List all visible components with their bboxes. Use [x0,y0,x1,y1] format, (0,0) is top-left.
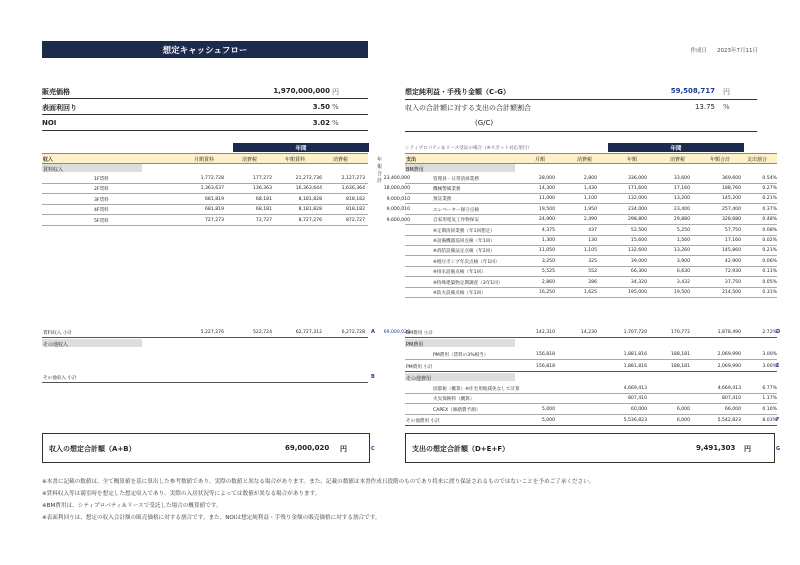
expense-row: 機械警備業務 14,300 1,430 171,600 17,160 188,760 0.27% [405,183,777,194]
expense-row: BM費用 小計 142,310 14,230 1,707,720 170,772 1,878,490 2.72% [405,327,777,338]
expense-ratio-sub: (G/C) [405,117,757,132]
expense-header: 支出 月額 消費税 年額 消費税 年額合計 支出割合 [405,153,777,164]
expense-row: エレベーター保守点検 19,500 1,950 234,000 23,400 257,400 0.37% [405,204,777,215]
footnote: ※賃料収入等は満室時を想定した想定収入であり、実際の入居状況等によっては数値が異なる場合があります。 [42,491,321,497]
other-income-section: その他収入 [42,339,142,347]
rent-income-subtotal: 賃料収入 小計 5,227,276 522,724 62,727,312 6,272,728 69,000,020 [42,327,368,338]
income-row: 3F賃料 681,819 68,181 8,181,828 818,182 9,000,010 [42,194,368,205]
expense-caption: シティプロパティ＆リース受託の場合（※スポット対応項目） [405,146,532,151]
created-date: 作成日 2023年7月11日 [690,48,758,54]
expense-annual-band: 年間 [608,143,744,152]
expense-row: ※防火設備点検（年1回） 16,250 1,625 195,000 19,500 214,500 0.31% [405,287,777,298]
footnote: ※表面利回りは、想定の収入合計額の販売価格に対する割合です。また、NOIは想定純利益・手残り金額の販売価格に対する割合です。 [42,515,381,521]
expense-row: ※定期清掃業務（年1回想定） 4,375 437 52,500 5,250 57,750 0.08% [405,225,777,236]
expense-total-box: 支出の想定合計額（D+E+F） 9,491,303 円 [405,433,775,463]
noi-row: NOI 3.02 % [42,117,368,131]
expense-row: ※特殊建築物定期調査（3年1回） 2,860 286 34,320 3,432 37,750 0.05% [405,277,777,288]
income-row: 5F賃料 727,273 72,727 8,727,276 872,727 9,600,000 [42,215,368,226]
net-profit-row: 想定純利益・手残り金額（C-G） 59,508,717 円 [405,85,757,100]
expense-row: CAPEX（修繕費予測） 5,000 60,000 6,000 66,000 0.10% [405,404,777,415]
expense-row: PM費用 小計 156,818 1,881,816 188,181 2,069,990 3.00% [405,361,777,372]
footnote: ※本書に記載の数値は、全て概算値を基に算出した参考数値であり、実際の数値と異なる場合があります。また、記載の数値は本書作成日段階のものであり将来に渡り保証されるものではないことを予めご了承ください。 [42,479,595,485]
income-row: 2F賃料 1,363,637 136,363 16,363,644 1,636,364 18,000,000 [42,184,368,195]
expense-row: 自家用電気工作物保安 24,900 2,490 298,800 29,880 328,680 0.48% [405,215,777,226]
expense-row: ※設備機器巡回点検（年1回） 1,300 130 15,600 1,560 17,160 0.02% [405,235,777,246]
expense-row: 火災保険料（概算） 807,410 807,410 1.17% [405,394,777,405]
footnote: ※BM費用は、シティプロパティ＆リースで受託した場合の概算値です。 [42,503,222,509]
other-income-subtotal: その他収入 小計 [42,372,368,383]
expense-row: ※排水設備点検（年1回） 5,525 552 66,300 6,630 72,930 0.11% [405,267,777,278]
surface-yield-row: 表面利回り 3.50 % [42,101,368,115]
expense-row: 管理員・日常清掃業務 28,000 2,800 336,000 33,600 369,600 0.54% [405,173,777,184]
rent-income-section: 賃料収入 [42,164,142,172]
income-annual-band: 年間 [233,143,369,152]
pm-section: PM費用 [405,339,515,347]
expense-row: PM費用（賃料の3%相当） 156,818 1,881,816 188,181 2,069,990 3.00% [405,349,777,360]
income-row: 4F賃料 681,819 68,181 8,181,828 818,182 9,000,010 [42,205,368,216]
income-total-box: 収入の想定合計額（A+B） 69,000,020 円 [42,433,370,463]
income-header: 収入 月額賃料 消費税 年額賃料 消費税 年報合計 [42,153,368,164]
other-expense-section: その他費用 [405,373,515,381]
expense-row: 固都税（概算）※住宅用地減免なしで計算 4,669,413 4,669,413 6.77% [405,383,777,394]
expense-row: ※増圧ポンプ年次点検（年1回） 3,250 325 39,000 3,900 42,900 0.06% [405,256,777,267]
expense-row: 預託業務 11,000 1,100 132,000 13,200 145,200 0.21% [405,194,777,205]
income-row: 1F賃料 1,772,728 177,272 21,272,736 2,127,273 23,400,000 [42,173,368,184]
expense-row: その他費用 小計 5,000 5,536,823 6,000 5,542,823 8.03% [405,415,777,426]
expense-row: ※消防設備法定点検（年2回） 11,050 1,105 132,600 13,260 145,860 0.21% [405,246,777,257]
page-title: 想定キャッシュフロー [42,41,368,58]
expense-ratio-row: 収入の合計額に対する支出の合計額割合 13.75 % [405,103,730,112]
sales-price-row: 販売価格 1,970,000,000 円 [42,85,368,99]
bm-section: BM費用 [405,164,515,172]
